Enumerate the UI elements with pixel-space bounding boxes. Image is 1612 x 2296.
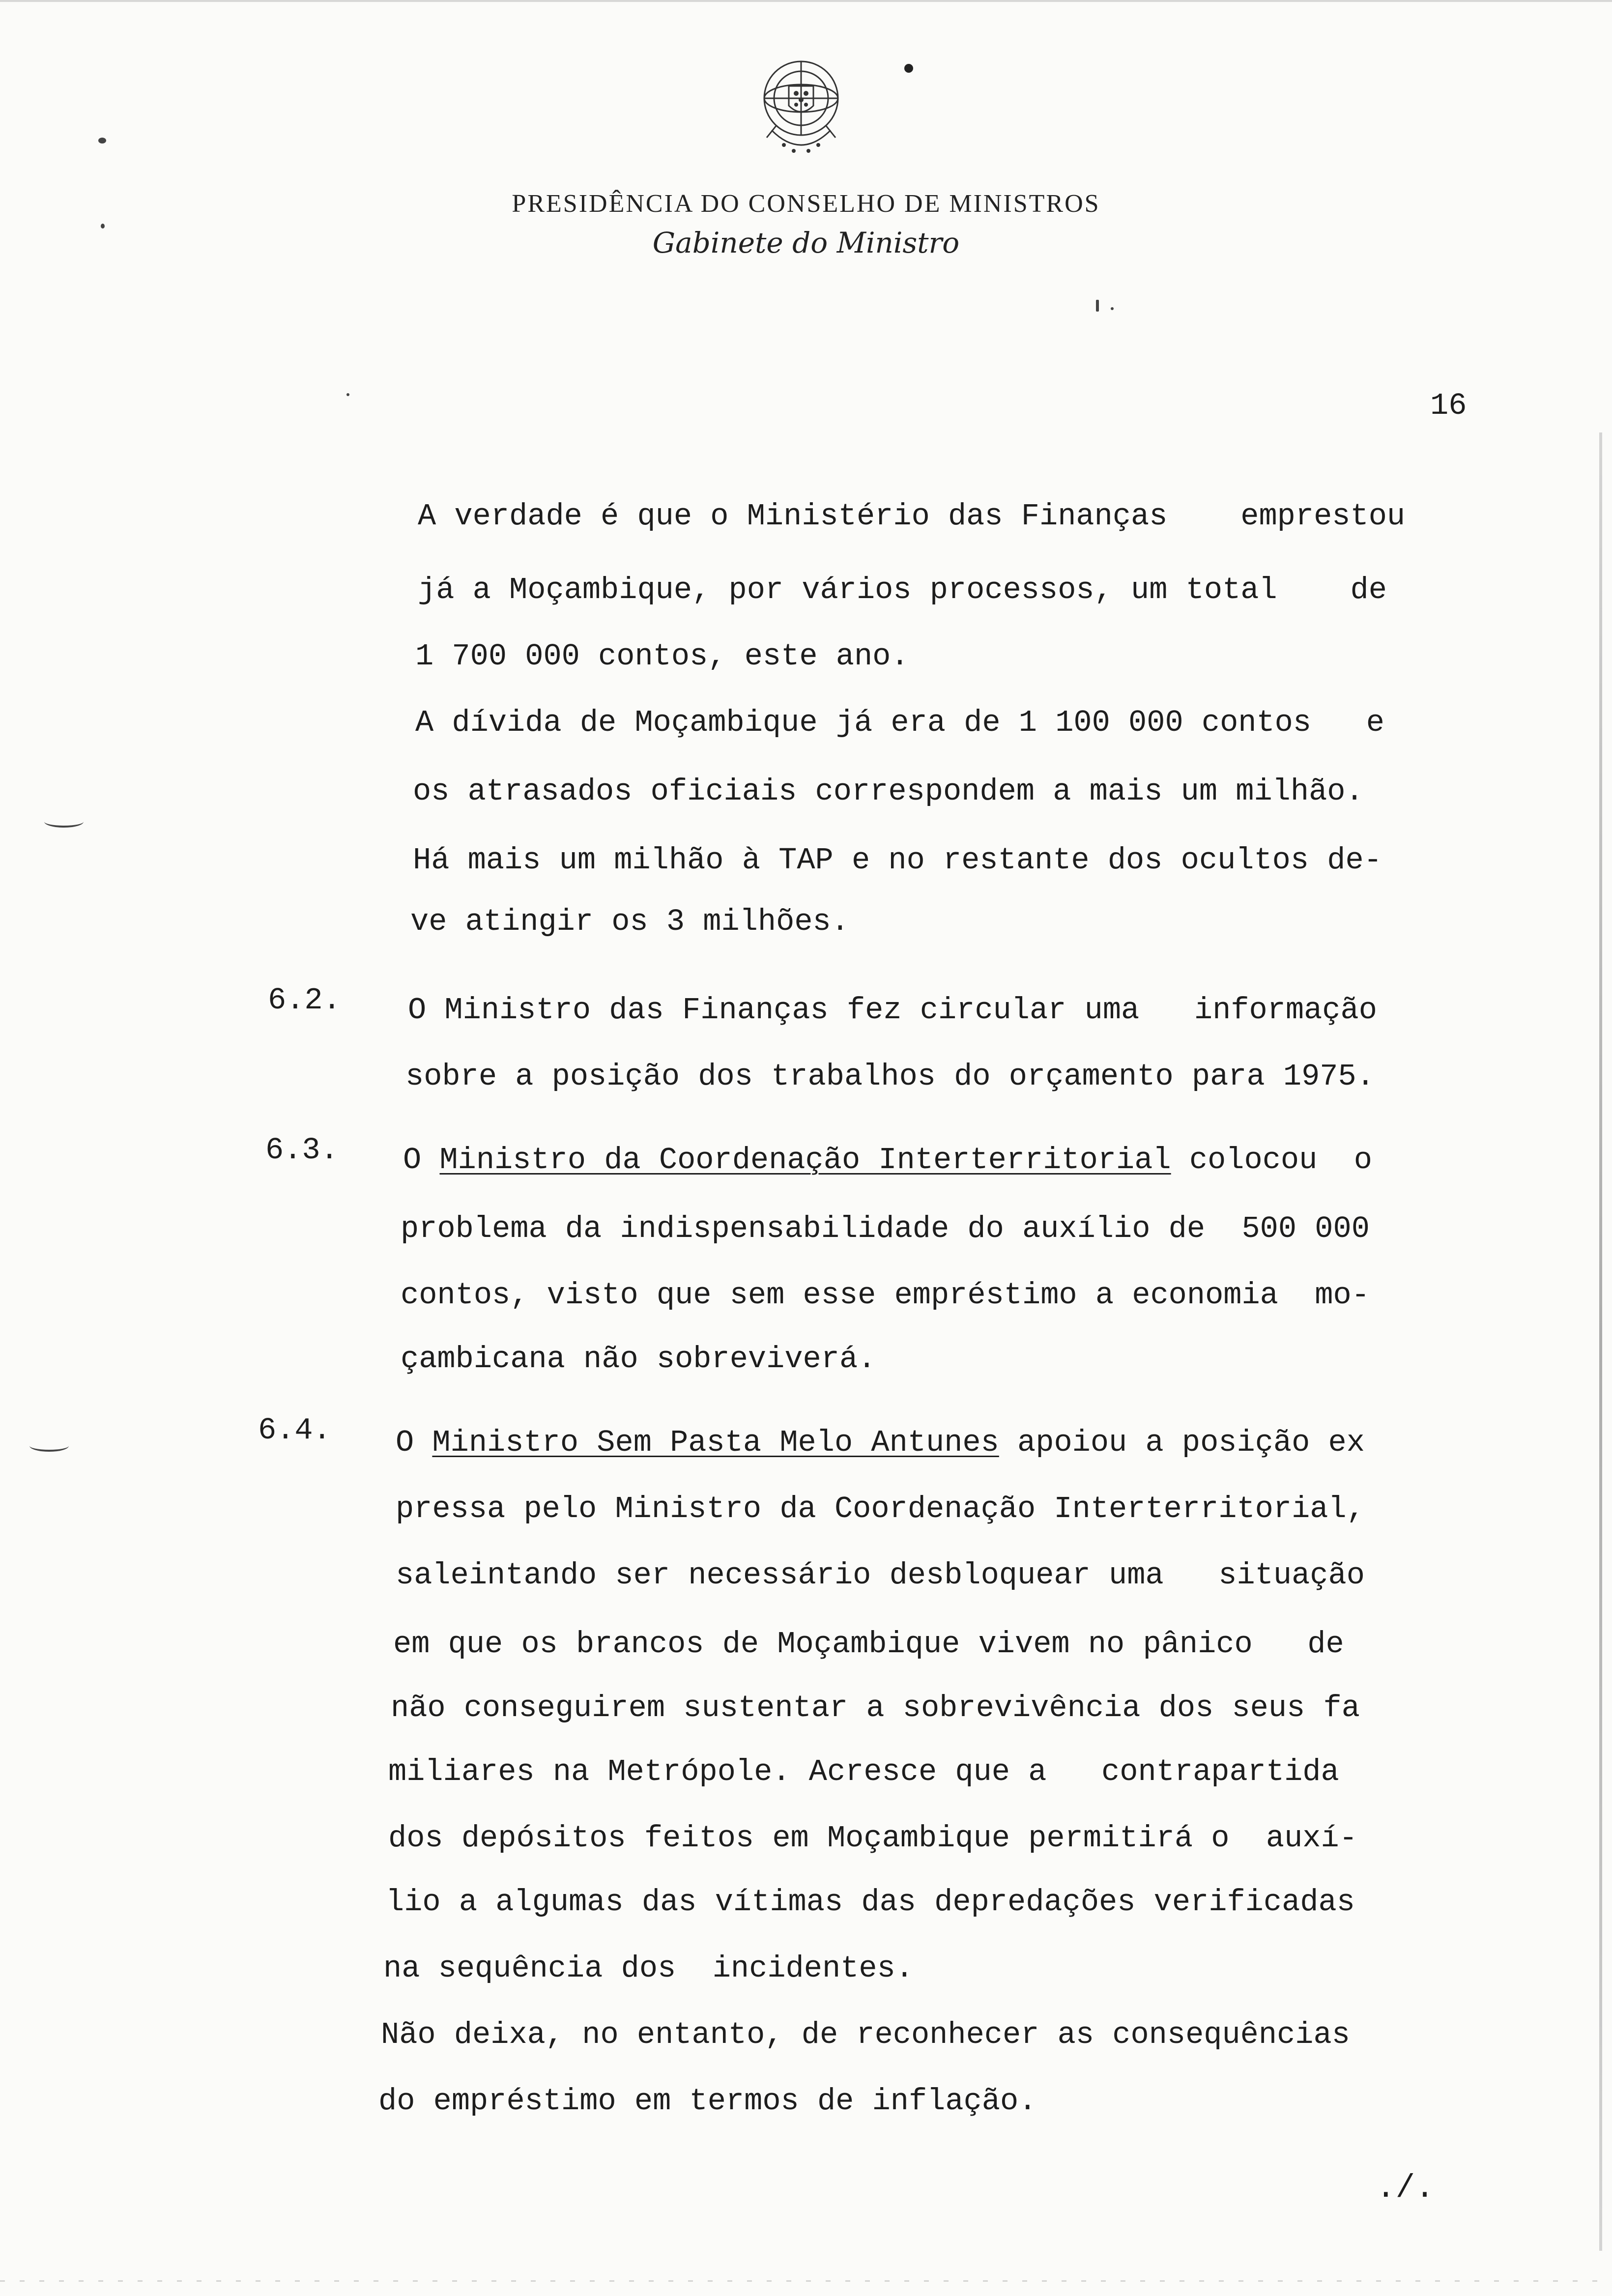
- section-number: 6.4.: [258, 1413, 331, 1448]
- body-line: já a Moçambique, por vários processos, um total de: [418, 573, 1387, 607]
- body-line: problema da indispensabilidade do auxílio de 500 000: [401, 1211, 1370, 1246]
- body-line: dos depósitos feitos em Moçambique permitirá o auxí-: [388, 1821, 1357, 1856]
- margin-bracket-mark: [29, 1440, 69, 1452]
- body-line: os atrasados oficiais correspondem a mais um milhão.: [413, 774, 1364, 809]
- ink-speck: [98, 138, 106, 144]
- ink-dot: [904, 64, 913, 73]
- ink-speck: [1096, 300, 1099, 312]
- header-organization: PRESIDÊNCIA DO CONSELHO DE MINISTROS: [512, 190, 1100, 218]
- ink-speck: [1111, 307, 1114, 310]
- body-line: A dívida de Moçambique já era de 1 100 000 contos e: [415, 705, 1384, 740]
- body-line: Há mais um milhão à TAP e no restante dos ocultos de-: [413, 843, 1382, 878]
- body-line: em que os brancos de Moçambique vivem no pânico de: [393, 1627, 1344, 1662]
- section-number: 6.2.: [268, 983, 341, 1018]
- body-line: ve atingir os 3 milhões.: [410, 904, 849, 939]
- body-line: saleintando ser necessário desbloquear uma situação: [396, 1558, 1365, 1593]
- body-line: miliares na Metrópole. Acresce que a contrapartida: [388, 1754, 1339, 1789]
- body-line: O Ministro Sem Pasta Melo Antunes apoiou a posição ex: [396, 1425, 1365, 1460]
- margin-bracket-mark: [44, 816, 84, 828]
- section-number: 6.3.: [265, 1133, 339, 1168]
- scan-edge-bottom: [0, 2280, 1612, 2282]
- body-line: O Ministro da Coordenação Interterritorial colocou o: [403, 1143, 1372, 1177]
- body-line: contos, visto que sem esse empréstimo a economia mo-: [401, 1278, 1370, 1313]
- body-line: çambicana não sobreviverá.: [401, 1342, 876, 1377]
- page-number: 16: [1430, 388, 1467, 423]
- body-line: pressa pelo Ministro da Coordenação Interterritorial,: [396, 1492, 1365, 1526]
- body-line: não conseguirem sustentar a sobrevivência dos seus fa: [391, 1691, 1360, 1725]
- minister-name-underlined: Ministro Sem Pasta Melo Antunes: [432, 1425, 999, 1460]
- coat-of-arms-seal-icon: [742, 47, 860, 165]
- continuation-mark: ./.: [1376, 2170, 1435, 2207]
- minister-name-underlined: Ministro da Coordenação Interterritorial: [439, 1143, 1171, 1177]
- scan-edge-right: [1599, 432, 1602, 2251]
- body-line: O Ministro das Finanças fez circular uma informação: [408, 993, 1377, 1028]
- body-line: do empréstimo em termos de inflação.: [378, 2084, 1037, 2119]
- body-line: sobre a posição dos trabalhos do orçamento para 1975.: [405, 1059, 1375, 1094]
- header-subtitle: Gabinete do Ministro: [652, 226, 960, 259]
- body-line: lio a algumas das vítimas das depredações verificadas: [386, 1885, 1355, 1920]
- body-line: na sequência dos incidentes.: [383, 1951, 914, 1986]
- scan-edge-top: [0, 0, 1612, 2]
- ink-speck: [346, 393, 349, 396]
- body-line: Não deixa, no entanto, de reconhecer as consequências: [381, 2017, 1350, 2052]
- body-line: A verdade é que o Ministério das Finanças emprestou: [418, 499, 1406, 534]
- body-line: 1 700 000 contos, este ano.: [415, 639, 909, 674]
